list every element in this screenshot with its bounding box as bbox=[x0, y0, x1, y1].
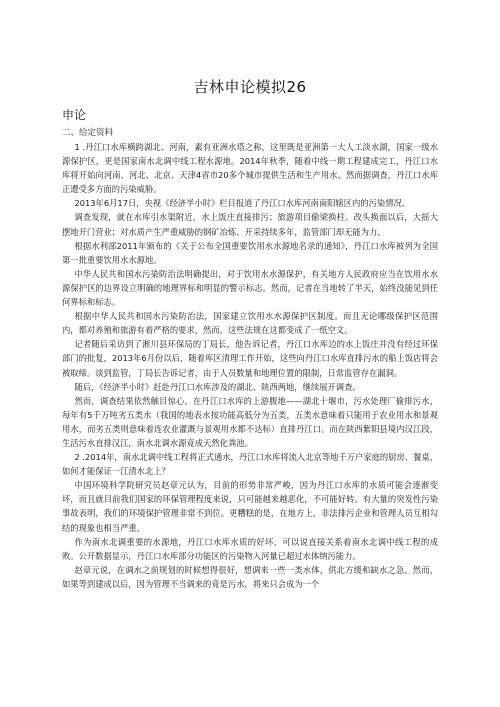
paragraph: 中华人民共和国水污染防治法明确提出，对于饮用水水源保护，有关地方人民政府应当在饮用水水源保护区的边界设立明确的地理界标和明显的警示标志。然而，记者在当地转了半天，始终没能见到任何界标和标志。 bbox=[62, 268, 438, 308]
paragraph: 2013年6月17日，央视《经济半小时》栏目报道了丹江口水库河南南阳辖区内的污染情况。 bbox=[74, 198, 411, 209]
paragraph: 中国环境科学院研究员赵章元认为，目前的形势非常严峻，因为丹江口水库的水质可能会逐渐变坏，而且就目前我们国家的环保管理程度来说，只可能越来越恶化，不可能好转。有大量的突发性污染事故表明，我们的环境保护管理非常不到位。更糟糕的是，在地方上，非法排污企业和管理人员互相勾结的现象也相当严重。 bbox=[62, 480, 438, 533]
subsection-heading: 二、给定资料 bbox=[62, 128, 114, 138]
paragraph: 1 .丹江口水库横跨湖北、河南，素有亚洲水塔之称，这里既是亚洲第一大人工淡水湖，国家一级水源保护区，更是国家南水北调中线工程水源地。2014年秋季，随着中线一期工程建成完工，丹江口水库将开始向河南、河北、北京、天津4省市20多个城市提供生活和生产用水。然而据调查，丹江口水库正遭受多方面的污染威胁。 bbox=[62, 142, 438, 195]
section-heading: 申论 bbox=[62, 108, 87, 122]
document-body bbox=[62, 108, 438, 591]
paragraph: 然而，调查结果依然触目惊心。在丹江口水库的上游腹地——湖北十堰市，污水处理厂偷排污水，每年有5千万吨劣五类水（我国的地表水按功能高低分为五类，五类水意味着只能用于农业用水和景观用水，而劣五类则意味着连农业灌溉与景观用水都不达标）直排丹江口。而在陕西紫阳县境内汉江段，生活污水直排汉江，南水北调水源竟成天然化粪池。 bbox=[62, 395, 438, 448]
paragraph: 赵章元说，在调水之前规划的时候想得很好，想调来一些一类水体，供北方缓和缺水之急。然而，如果等到建成以后，因为管理不当调来的竟是污水，将来只会成为一个 bbox=[62, 564, 438, 589]
paragraph: 记者随后采访到了淅川县环保局的丁局长，他告诉记者，丹江口水库边的水上饭庄并没有经过环保部门的批复，2013年6月份以后，随着库区清理工作开始，这些向丹江口水库直排污水的船上饭店将会被取缔。谈到监管，丁局长告诉记者，由于人员数量和地理位置的限制，日常监管存在漏洞。 bbox=[62, 339, 438, 378]
paragraph: 2 .2014年，南水北调中线工程将正式通水，丹江口水库将流入北京等地千万户家庭的厨房、餐桌，如何才能保证一江清水北上？ bbox=[62, 452, 438, 477]
paragraph: 随后，《经济半小时》赶赴丹江口水库涉及的湖北、陕西两地，继续展开调查。 bbox=[74, 381, 361, 392]
paragraph: 调查发现，就在水库引水渠附近，水上饭庄直接排污；旅游项目偷梁换柱、改头换面以后，大摇大摆地开门营业；对水质产生严重威胁的钢矿冶炼、开采持续多年，监管部门却无能为力。 bbox=[62, 212, 438, 237]
paragraph: 根据中华人民共和国水污染防治法，国家建立饮用水水源保护区制度。而且无论哪级保护区范围内，都对养殖和旅游有着严格的要求，然而，这些法规在这都变成了一纸空文。 bbox=[62, 311, 438, 336]
paragraph: 根据水利部2011年颁布的《关于公布全国重要饮用水水源地名录的通知》，丹江口水库被列为全国第一批重要饮用水水源地。 bbox=[62, 240, 438, 265]
paragraph: 作为南水北调重要的水源地，丹江口水库水质的好坏，可以说直接关系着南水北调中线工程的成败。公开数据显示，丹江口水库部分功能区的污染物入河量已超过水体纳污能力。 bbox=[62, 536, 438, 561]
document-title: 吉林申论模拟26 bbox=[193, 78, 307, 96]
